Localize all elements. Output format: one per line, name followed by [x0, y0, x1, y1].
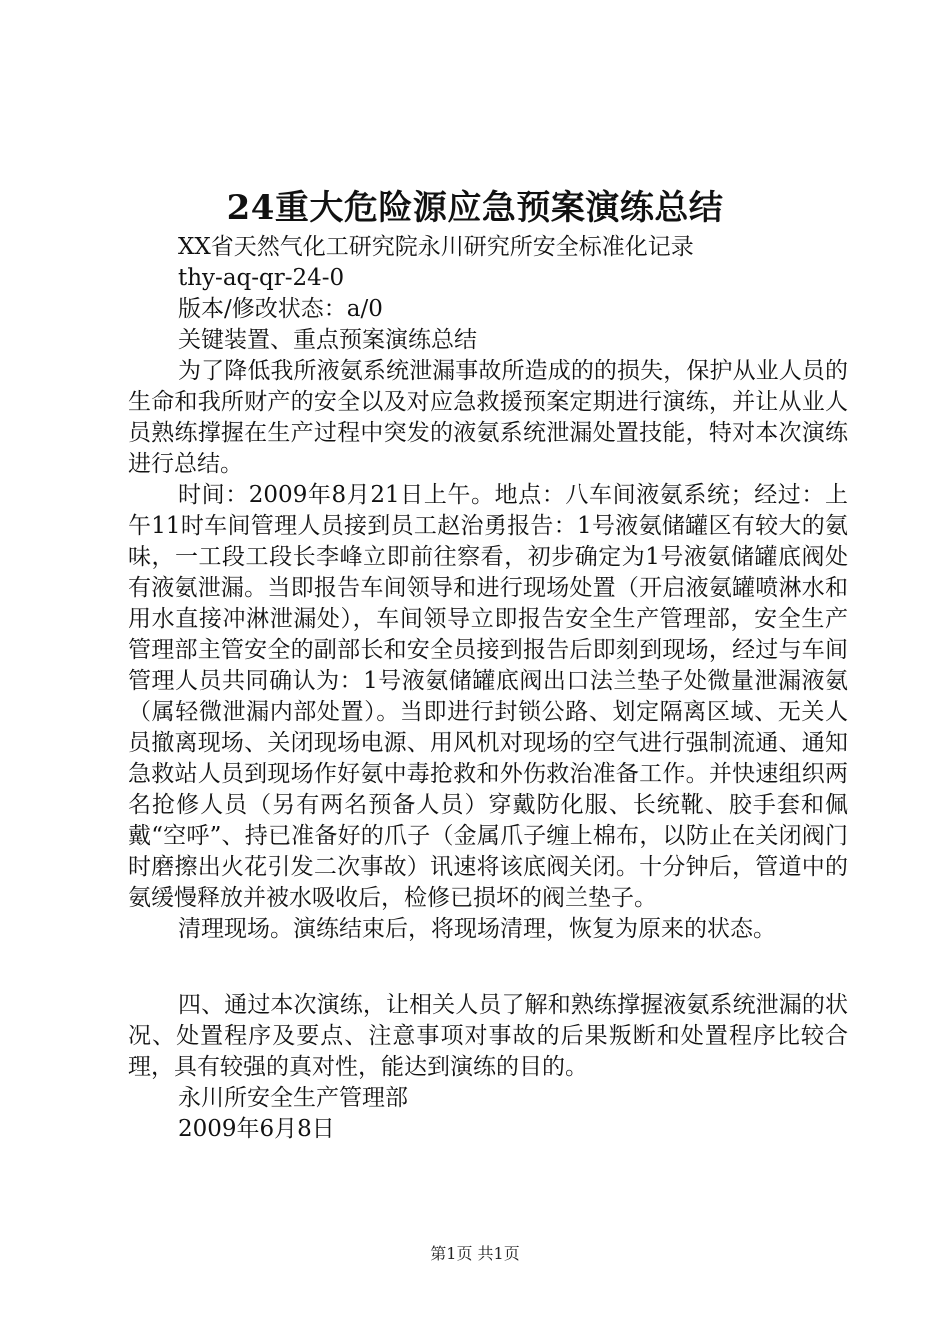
- section-spacer: [128, 945, 848, 990]
- signature-department: 永川所安全生产管理部: [178, 1085, 408, 1111]
- record-number: thy-aq-qr-24-0: [178, 265, 345, 291]
- paragraph-process: 时间：2009年8月21日上午。地点：八车间液氨系统；经过：上午11时车间管理人员接到员工赵治勇报告：1号液氨储罐区有较大的氨味，一工段工段长李峰立即前往察看，初步确定为1号液氨储罐底阀处有液氨泄漏。当即报告车间领导和进行现场处置（开启液氨罐喷淋水和用水直接冲淋泄漏处），车间领导立即报告安全生产管理部，安全生产管理部主管安全的副部长和安全员接到报告后即刻到现场，经过与车间管理人员共同确认为：1号液氨储罐底阀出口法兰垫子处微量泄漏液氨（属轻微泄漏内部处置）。当即进行封锁公路、划定隔离区域、无关人员撤离现场、关闭现场电源、用风机对现场的空气进行强制流通、通知急救站人员到现场作好氨中毒抢救和外伤救治准备工作。并快速组织两名抢修人员（另有两名预备人员）穿戴防化服、长统靴、胶手套和佩戴“空呼”、持已准备好的爪子（金属爪子缠上棉布，以防止在关闭阀门时磨擦出火花引发二次事故）讯速将该底阀关闭。十分钟后，管道中的氨缓慢释放并被水吸收后，检修已损坏的阀兰垫子。: [128, 482, 848, 911]
- paragraph-cleanup: 清理现场。演练结束后，将现场清理，恢复为原来的状态。: [178, 916, 776, 942]
- organization-line: XX省天然气化工研究院永川研究所安全标准化记录: [178, 234, 694, 260]
- paragraph-conclusion: 四、通过本次演练，让相关人员了解和熟练撑握液氨系统泄漏的状况、处置程序及要点、注意事项对事故的后果叛断和处置程序比较合理，具有较强的真对性，能达到演练的目的。: [128, 992, 848, 1080]
- document-subtitle: 关键装置、重点预案演练总结: [178, 327, 477, 353]
- version-status: 版本/修改状态：a/0: [178, 296, 383, 322]
- document-title: 24重大危险源应急预案演练总结: [226, 188, 724, 228]
- signature-date: 2009年6月8日: [178, 1116, 335, 1142]
- page-footer: 第1页 共1页: [430, 1244, 520, 1263]
- paragraph-purpose: 为了降低我所液氨系统泄漏事故所造成的的损失，保护从业人员的生命和我所财产的安全以及对应急救援预案定期进行演练，并让从业人员熟练撑握在生产过程中突发的液氨系统泄漏处置技能，特对本次演练进行总结。: [128, 358, 848, 477]
- document-body: [128, 232, 848, 1145]
